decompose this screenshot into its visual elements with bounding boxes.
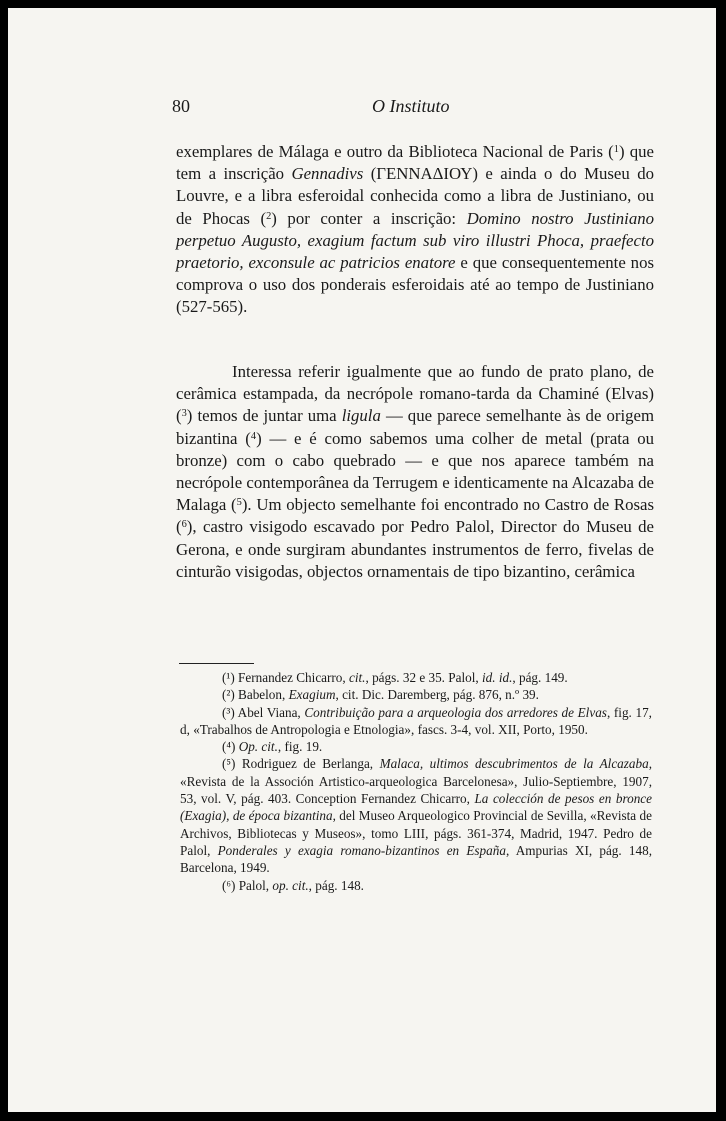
text-run: , fig. 17, d, «Trabalhos de Antropologia e Etnologia», fascs. 3-4, vol. XII, Porto, 1950. <box>180 704 652 737</box>
text-run: ) temos de juntar uma <box>186 406 342 426</box>
text-run: , cit. Dic. Daremberg, pág. 876, n.º 39. <box>335 687 539 703</box>
text-run: , pág. 148. <box>308 877 364 893</box>
text-run: ). Um objecto semelhante foi encontrado no Castro de Rosas ( <box>176 495 654 537</box>
footnote-ref: 4 <box>250 430 257 442</box>
text-run: Abel Viana, <box>234 704 305 720</box>
italic-run: Ponderales y exagia romano-bizantinos en España <box>217 842 506 858</box>
italic-run: Malaca, ultimos descubrimentos de la Alcazaba <box>379 756 649 772</box>
text-run: — que parece semelhante às de origem bizantina ( <box>176 406 654 448</box>
italic-run: Gennadivs <box>291 164 364 184</box>
footnote-1 <box>180 669 652 686</box>
text-run: , págs. 32 e 35. Palol, <box>365 670 482 685</box>
text-run: Palol, <box>235 877 273 893</box>
text-run: ) — e é como sabemos uma colher de metal (prata ou bronze) com o cabo quebrado — e que nos aparece também na necrópole contemporânea da Terrugem e identicamente na Alcazaba de Malaga ( <box>176 428 654 515</box>
footnote-mark: (⁴) <box>222 739 236 755</box>
text-run: ) por conter a inscrição: <box>271 208 467 228</box>
text-run: (ΓΕΝΝΑΔΙΟΥ) e ainda o do Museu do Louvre, e a libra esferoidal conhecida como a libra de Justiniano, ou de Phocas ( <box>176 164 654 228</box>
page-header <box>172 96 572 120</box>
text-run: exemplares de Málaga e outro da Biblioteca Nacional de Paris ( <box>176 142 614 161</box>
italic-run: Domino nostro Justiniano perpetuo Augusto, exagium factum sub viro illustri Phoca, praefecto praetorio, exconsule ac patricios enatore <box>176 208 654 273</box>
page-number: 80 <box>172 96 190 116</box>
footnote-ref: 3 <box>181 408 187 420</box>
footnote-mark: (⁵) <box>222 756 236 772</box>
footnote-ref: 6 <box>181 519 187 531</box>
footnote-ref: 5 <box>236 497 242 509</box>
text-run: Babelon, <box>234 687 289 703</box>
footnote-mark: (²) <box>222 687 235 703</box>
footnotes <box>180 669 652 894</box>
text-run: Rodriguez de Berlanga, <box>235 756 380 772</box>
italic-run: ligula <box>341 406 381 426</box>
footnote-divider <box>179 663 254 664</box>
text-run: , Ampurias XI, pág. 148, Barcelona, 1949. <box>180 842 652 876</box>
italic-run: op. cit. <box>272 877 309 893</box>
text-run: , «Revista de la Associón Artistico-arqueologica Barcelonesa», Julio-Septiembre, 1907, 53, vol. V, pág. 403. Conception Fernandez Chicarro, <box>180 756 652 807</box>
footnote-4 <box>180 738 652 755</box>
footnote-ref: 1 <box>613 143 619 155</box>
text-run: ) que tem a inscrição <box>176 142 654 184</box>
footnote-mark: (³) <box>222 704 235 720</box>
book-page <box>8 8 716 1112</box>
italic-run: Contribuição para a arqueologia dos arredores de Elvas <box>304 704 607 720</box>
text-run: e que consequentemente nos comprova o uso dos ponderais esferoidais até ao tempo de Justiniano (527-565). <box>176 253 654 317</box>
footnote-mark: (¹) <box>222 670 235 685</box>
italic-run: Exagium <box>288 687 336 703</box>
footnote-6 <box>180 877 652 894</box>
italic-run: id. id. <box>481 670 513 685</box>
text-run: Fernandez Chicarro, <box>234 670 349 685</box>
italic-run: Op. cit. <box>238 739 278 755</box>
italic-run: cit. <box>349 670 366 685</box>
text-run: Interessa referir igualmente que ao fundo de prato plano, de cerâmica estampada, da necrópole romano-tarda da Chaminé (Elvas) ( <box>176 362 654 426</box>
paragraph-1 <box>176 141 654 319</box>
running-title: O Instituto <box>372 96 450 116</box>
text-run: , del Museo Arqueologico Provincial de Sevilla, «Revista de Archivos, Bibliotecas y Museos», tomo LIII, págs. 361-374, Madrid, 1947. Pedro de Palol, <box>180 808 652 858</box>
footnote-5 <box>180 755 652 876</box>
text-run: ), castro visigodo escavado por Pedro Palol, Director do Museu de Gerona, e onde surgiram abundantes instrumentos de ferro, fivelas de cinturão visigodas, objectos ornamentais de tipo bizantino, cerâmica <box>176 517 654 581</box>
paragraph-2 <box>176 361 654 583</box>
footnote-2 <box>180 686 652 703</box>
italic-run: La colección de pesos en bronce (Exagia), de época bizantina <box>180 791 652 824</box>
footnote-3 <box>180 704 652 739</box>
text-run: , fig. 19. <box>277 739 323 755</box>
text-run: , pág. 149. <box>512 670 568 685</box>
footnote-mark: (⁶) <box>222 877 236 893</box>
footnote-ref: 2 <box>266 210 272 222</box>
